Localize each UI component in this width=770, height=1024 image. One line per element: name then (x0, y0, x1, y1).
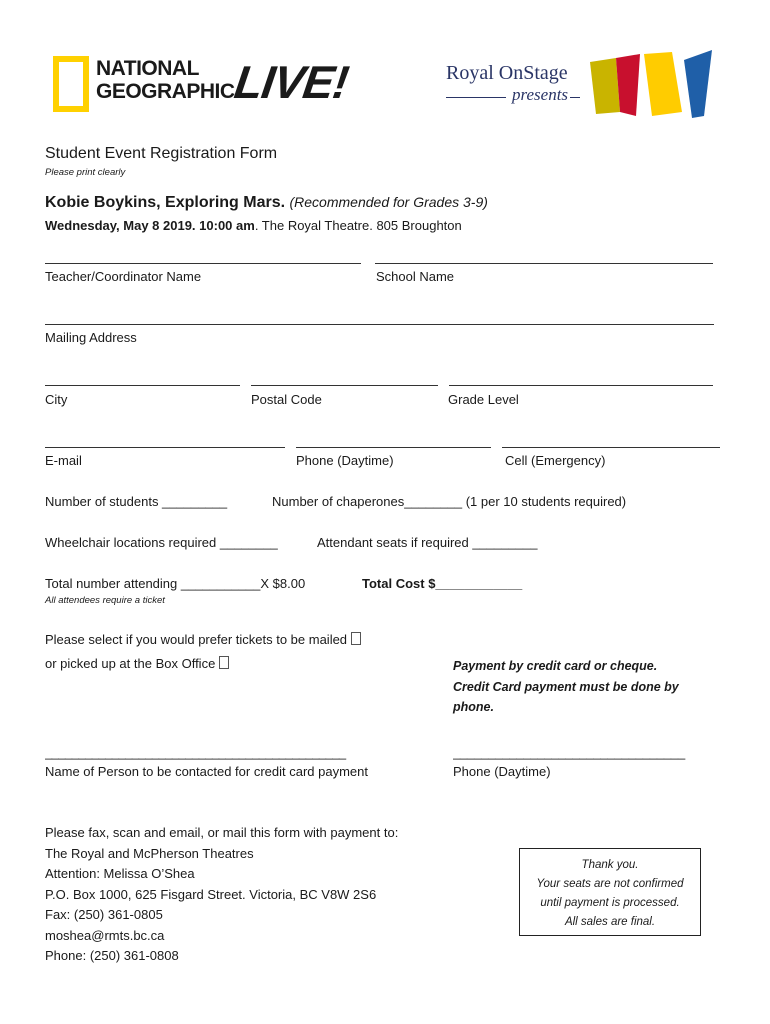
mail-tickets-option[interactable] (45, 632, 361, 647)
natgeo-wordmark-line2: GEOGRAPHIC (96, 80, 235, 103)
grade-level-line[interactable] (449, 385, 713, 386)
number-of-chaperones-field[interactable]: Number of chaperones________ (1 per 10 students required) (272, 494, 627, 509)
total-attending-field[interactable]: Total number attending ___________X $8.00 (45, 576, 306, 591)
royal-onstage-wordmark: Royal OnStage (446, 62, 568, 84)
school-name-label: School Name (376, 269, 455, 284)
email-line[interactable] (45, 447, 285, 448)
mailing-instructions (45, 823, 398, 967)
total-cost-field[interactable]: Total Cost $____________ (362, 576, 523, 591)
payment-note-line3: phone. (453, 700, 494, 714)
pickup-tickets-checkbox[interactable] (219, 656, 229, 669)
notice-line4: All sales are final. (564, 916, 656, 928)
mailing-address: P.O. Box 1000, 625 Fisgard Street. Victoria, BC V8W 2S6 (45, 886, 377, 902)
pickup-tickets-label: or picked up at the Box Office (45, 656, 216, 671)
attendees-note: All attendees require a ticket (45, 595, 165, 606)
email-label: E-mail (45, 453, 82, 468)
royal-onstage-logo (444, 50, 720, 120)
phone-daytime-line[interactable] (296, 447, 491, 448)
mailing-address-label: Mailing Address (45, 330, 137, 345)
natgeo-wordmark-line1: NATIONAL (96, 57, 199, 80)
mailing-attention: Attention: Melissa O’Shea (45, 866, 195, 881)
mailing-address-line[interactable] (45, 324, 714, 325)
notice-line3: until payment is processed. (540, 897, 680, 909)
contact-phone-label: Phone (Daytime) (453, 764, 551, 779)
payment-note (453, 656, 679, 718)
phone-daytime-label: Phone (Daytime) (296, 453, 394, 468)
mailing-fax: Fax: (250) 361-0805 (45, 907, 163, 922)
event-grades: (Recommended for Grades 3-9) (289, 194, 488, 210)
contact-phone-underline[interactable]: _________________________________ (453, 745, 685, 760)
event-date-venue (45, 218, 462, 233)
attendant-seats-field[interactable]: Attendant seats if required _________ (317, 535, 538, 550)
stage-panels-icon (588, 50, 718, 120)
event-date: Wednesday, May 8 2019. 10:00 am (45, 218, 255, 233)
city-line[interactable] (45, 385, 240, 386)
presents-divider-left (446, 97, 506, 98)
event-venue: . The Royal Theatre. 805 Broughton (254, 218, 462, 233)
mailing-org: The Royal and McPherson Theatres (45, 845, 254, 861)
postal-code-line[interactable] (251, 385, 438, 386)
mailing-email: moshea@rmts.bc.ca (45, 927, 165, 943)
confirmation-notice-box (519, 848, 701, 936)
print-note: Please print clearly (45, 167, 126, 178)
presents-label: presents (512, 85, 569, 104)
form-title: Student Event Registration Form (45, 145, 278, 162)
mailing-phone: Phone: (250) 361-0808 (45, 948, 179, 963)
event-name: Kobie Boykins, Exploring Mars. (45, 194, 286, 211)
presents-divider-right (570, 97, 580, 98)
mailing-instructions-line: Please fax, scan and email, or mail this form with payment to: (45, 825, 399, 840)
city-label: City (45, 392, 68, 407)
payment-note-line1: Payment by credit card or cheque. (453, 659, 658, 673)
mail-tickets-checkbox[interactable] (351, 632, 361, 645)
number-of-students-field[interactable]: Number of students _________ (45, 494, 228, 509)
payment-note-line2: Credit Card payment must be done by (453, 679, 679, 694)
mail-tickets-label: Please select if you would prefer tickets to be mailed (45, 632, 348, 647)
notice-line2: Your seats are not confirmed (536, 878, 684, 890)
postal-code-label: Postal Code (251, 392, 322, 407)
pickup-tickets-option[interactable] (45, 656, 229, 671)
notice-line1: Thank you. (581, 859, 639, 871)
live-wordmark: LIVE! (231, 56, 352, 108)
natgeo-yellow-frame-icon (53, 56, 89, 112)
wheelchair-locations-field[interactable]: Wheelchair locations required ________ (45, 535, 278, 550)
teacher-name-label: Teacher/Coordinator Name (45, 269, 202, 284)
cell-emergency-line[interactable] (502, 447, 720, 448)
contact-person-label: Name of Person to be contacted for credit card payment (45, 764, 369, 779)
natgeo-live-logo (50, 52, 360, 116)
contact-person-underline[interactable]: _____________________________________________ (45, 745, 346, 760)
grade-level-label: Grade Level (448, 392, 519, 407)
teacher-name-line[interactable] (45, 263, 361, 264)
cell-emergency-label: Cell (Emergency) (505, 453, 606, 468)
school-name-line[interactable] (375, 263, 713, 264)
event-heading (45, 194, 488, 212)
